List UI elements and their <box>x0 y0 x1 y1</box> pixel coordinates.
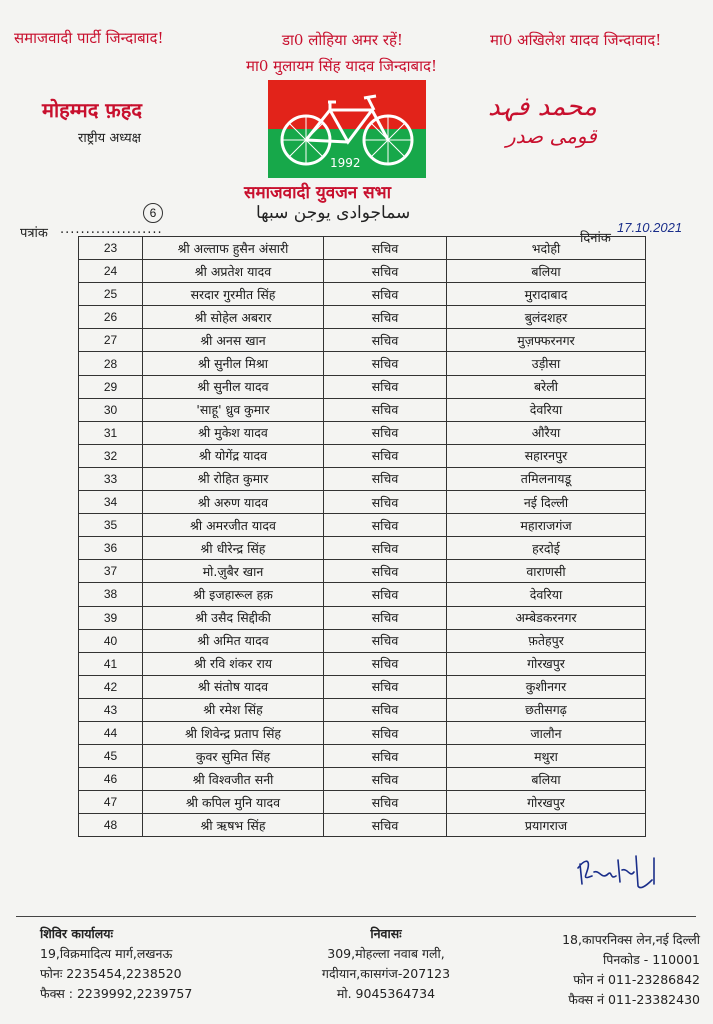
table-row <box>79 306 646 329</box>
table-row <box>79 629 646 652</box>
serial-cell: 38 <box>79 583 143 606</box>
camp-office-phone: फोनः 2235454,2238520 <box>40 966 182 981</box>
post-cell: सचिव <box>324 537 447 560</box>
name-cell: श्री योगेंद्र यादव <box>143 444 324 467</box>
name-cell: श्री रवि शंकर राय <box>143 652 324 675</box>
serial-cell: 25 <box>79 283 143 306</box>
name-cell: श्री संतोष यादव <box>143 675 324 698</box>
camp-office-address: 19,विक्रमादित्य मार्ग,लखनऊ <box>40 946 173 961</box>
place-cell: वाराणसी <box>447 560 646 583</box>
place-cell: छतीसगढ़ <box>447 698 646 721</box>
post-cell: सचिव <box>324 329 447 352</box>
residence-line1: 309,मोहल्ला नवाब गली, <box>327 946 445 961</box>
serial-cell: 46 <box>79 768 143 791</box>
place-cell: बलिया <box>447 260 646 283</box>
serial-cell: 45 <box>79 745 143 768</box>
post-cell: सचिव <box>324 491 447 514</box>
table-row <box>79 537 646 560</box>
signature-image <box>574 850 664 898</box>
slogan-akhilesh: मा0 अखिलेश यादव जिन्दावाद! <box>490 31 662 49</box>
camp-office-fax: फैक्स : 2239992,2239757 <box>40 986 193 1001</box>
table-row <box>79 283 646 306</box>
table-row <box>79 444 646 467</box>
name-cell: श्री ऋषभ सिंह <box>143 814 324 837</box>
name-cell: श्री अनस खान <box>143 329 324 352</box>
serial-cell: 23 <box>79 237 143 260</box>
leader-title-hindi: राष्ट्रीय अध्यक्ष <box>78 131 141 146</box>
name-cell: श्री सुनील यादव <box>143 375 324 398</box>
name-cell: श्री विश्वजीत सनी <box>143 768 324 791</box>
serial-cell: 43 <box>79 698 143 721</box>
table-row <box>79 745 646 768</box>
serial-cell: 28 <box>79 352 143 375</box>
name-cell: श्री सोहेल अबरार <box>143 306 324 329</box>
reference-dots: .................... <box>60 222 163 237</box>
name-cell: श्री अमरजीत यादव <box>143 514 324 537</box>
serial-cell: 29 <box>79 375 143 398</box>
serial-cell: 40 <box>79 629 143 652</box>
name-cell: कुवर सुमित सिंह <box>143 745 324 768</box>
place-cell: गोरखपुर <box>447 652 646 675</box>
serial-cell: 35 <box>79 514 143 537</box>
date-label: दिनांक <box>580 231 611 246</box>
post-cell: सचिव <box>324 444 447 467</box>
slogan-lohia: डा0 लोहिया अमर रहें! <box>282 31 403 49</box>
table-row <box>79 583 646 606</box>
serial-cell: 33 <box>79 467 143 490</box>
place-cell: बुलंदशहर <box>447 306 646 329</box>
post-cell: सचिव <box>324 283 447 306</box>
name-cell: श्री अरुण यादव <box>143 491 324 514</box>
place-cell: मुरादाबाद <box>447 283 646 306</box>
serial-cell: 47 <box>79 791 143 814</box>
post-cell: सचिव <box>324 421 447 444</box>
place-cell: नई दिल्ली <box>447 491 646 514</box>
place-cell: मथुरा <box>447 745 646 768</box>
footer-delhi-office <box>520 930 700 1010</box>
place-cell: कुशीनगर <box>447 675 646 698</box>
post-cell: सचिव <box>324 237 447 260</box>
camp-office-heading: शिविर कार्यालयः <box>40 926 113 941</box>
table-row <box>79 329 646 352</box>
leader-title-urdu: قومی صدر <box>506 124 597 148</box>
post-cell: सचिव <box>324 675 447 698</box>
page-number: 6 <box>143 203 163 223</box>
roster-table <box>78 236 646 837</box>
serial-cell: 31 <box>79 421 143 444</box>
delhi-office-phone: फोन नं 011-23286842 <box>573 972 700 987</box>
name-cell: श्री सुनील मिश्रा <box>143 352 324 375</box>
table-row <box>79 652 646 675</box>
serial-cell: 48 <box>79 814 143 837</box>
post-cell: सचिव <box>324 560 447 583</box>
table-row <box>79 768 646 791</box>
table-row <box>79 606 646 629</box>
post-cell: सचिव <box>324 398 447 421</box>
name-cell: श्री कपिल मुनि यादव <box>143 791 324 814</box>
post-cell: सचिव <box>324 375 447 398</box>
serial-cell: 26 <box>79 306 143 329</box>
post-cell: सचिव <box>324 629 447 652</box>
name-cell: श्री अमित यादव <box>143 629 324 652</box>
table-row <box>79 398 646 421</box>
name-cell: श्री इजहारूल हक़ <box>143 583 324 606</box>
name-cell: श्री शिवेन्द्र प्रताप सिंह <box>143 721 324 744</box>
place-cell: गोरखपुर <box>447 791 646 814</box>
name-cell: मो.ज़ुबैर खान <box>143 560 324 583</box>
place-cell: औरैया <box>447 421 646 444</box>
serial-cell: 32 <box>79 444 143 467</box>
place-cell: सहारनपुर <box>447 444 646 467</box>
post-cell: सचिव <box>324 260 447 283</box>
table-row <box>79 352 646 375</box>
name-cell: श्री रमेश सिंह <box>143 698 324 721</box>
table-row <box>79 791 646 814</box>
roster-body <box>79 237 646 837</box>
delhi-office-address: 18,कापरनिक्स लेन,नई दिल्ली <box>562 932 700 947</box>
table-row <box>79 375 646 398</box>
slogan-mulayam: मा0 मुलायम सिंह यादव जिन्दाबाद! <box>246 57 437 75</box>
place-cell: उड़ीसा <box>447 352 646 375</box>
leader-name-urdu: محمد فہد <box>488 92 597 122</box>
place-cell: जालौन <box>447 721 646 744</box>
organization-name-urdu: سماجوادی یوجن سبھا <box>256 203 411 223</box>
leader-name-hindi: मोहम्मद फ़हद <box>42 98 142 122</box>
place-cell: महाराजगंज <box>447 514 646 537</box>
footer-divider <box>16 916 696 917</box>
table-row <box>79 514 646 537</box>
serial-cell: 42 <box>79 675 143 698</box>
post-cell: सचिव <box>324 652 447 675</box>
post-cell: सचिव <box>324 721 447 744</box>
residence-mobile: मो. 9045364734 <box>336 986 436 1001</box>
place-cell: बलिया <box>447 768 646 791</box>
name-cell: श्री उसैद सिद्दीकी <box>143 606 324 629</box>
table-row <box>79 491 646 514</box>
slogan-party: समाजवादी पार्टी जिन्दाबाद! <box>14 29 164 47</box>
place-cell: मुज़फ्फरनगर <box>447 329 646 352</box>
serial-cell: 24 <box>79 260 143 283</box>
serial-cell: 37 <box>79 560 143 583</box>
serial-cell: 27 <box>79 329 143 352</box>
name-cell: श्री अप्रतेश यादव <box>143 260 324 283</box>
place-cell: प्रयागराज <box>447 814 646 837</box>
post-cell: सचिव <box>324 514 447 537</box>
residence-line2: गदीयान,कासगंज-207123 <box>321 966 451 981</box>
footer-residence <box>296 924 476 1004</box>
serial-cell: 41 <box>79 652 143 675</box>
post-cell: सचिव <box>324 306 447 329</box>
place-cell: भदोही <box>447 237 646 260</box>
name-cell: श्री धीरेन्द्र सिंह <box>143 537 324 560</box>
post-cell: सचिव <box>324 768 447 791</box>
table-row <box>79 260 646 283</box>
place-cell: देवरिया <box>447 398 646 421</box>
place-cell: तमिलनायडू <box>447 467 646 490</box>
organization-name-hindi: समाजवादी युवजन सभा <box>244 183 392 203</box>
residence-heading: निवासः <box>370 926 402 941</box>
serial-cell: 39 <box>79 606 143 629</box>
post-cell: सचिव <box>324 583 447 606</box>
table-row <box>79 467 646 490</box>
place-cell: बरेली <box>447 375 646 398</box>
table-row <box>79 698 646 721</box>
name-cell: सरदार गुरमीत सिंह <box>143 283 324 306</box>
footer-camp-office <box>40 924 192 1004</box>
party-logo <box>268 80 426 178</box>
post-cell: सचिव <box>324 745 447 768</box>
post-cell: सचिव <box>324 352 447 375</box>
post-cell: सचिव <box>324 698 447 721</box>
place-cell: फ़तेहपुर <box>447 629 646 652</box>
name-cell: श्री अल्ताफ हुसैन अंसारी <box>143 237 324 260</box>
name-cell: 'साहू' ध्रुव कुमार <box>143 398 324 421</box>
logo-year: 1992 <box>330 156 361 170</box>
serial-cell: 30 <box>79 398 143 421</box>
delhi-office-fax: फैक्स नं 011-23382430 <box>568 992 700 1007</box>
delhi-office-pincode: पिनकोड - 110001 <box>603 952 700 967</box>
place-cell: अम्बेडकरनगर <box>447 606 646 629</box>
name-cell: श्री रोहित कुमार <box>143 467 324 490</box>
table-row <box>79 721 646 744</box>
serial-cell: 34 <box>79 491 143 514</box>
serial-cell: 36 <box>79 537 143 560</box>
post-cell: सचिव <box>324 467 447 490</box>
date-value: 17.10.2021 <box>617 220 683 235</box>
place-cell: हरदोई <box>447 537 646 560</box>
post-cell: सचिव <box>324 606 447 629</box>
reference-label: पत्रांक <box>20 226 48 241</box>
place-cell: देवरिया <box>447 583 646 606</box>
table-row <box>79 421 646 444</box>
name-cell: श्री मुकेश यादव <box>143 421 324 444</box>
serial-cell: 44 <box>79 721 143 744</box>
post-cell: सचिव <box>324 814 447 837</box>
table-row <box>79 675 646 698</box>
table-row <box>79 237 646 260</box>
table-row <box>79 814 646 837</box>
table-row <box>79 560 646 583</box>
post-cell: सचिव <box>324 791 447 814</box>
